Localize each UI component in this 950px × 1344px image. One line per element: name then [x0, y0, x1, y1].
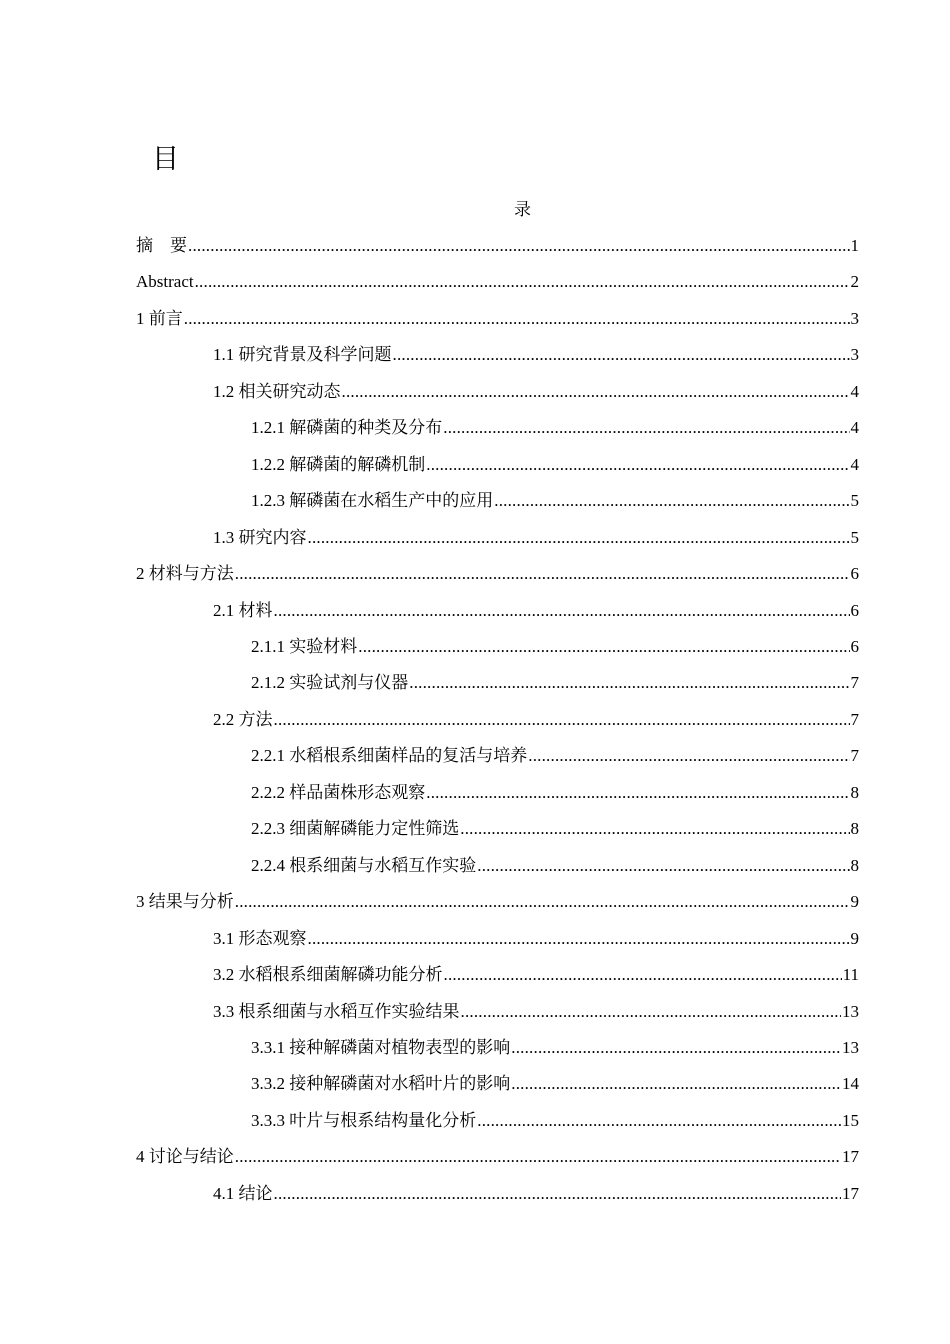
- toc-dot-leader: [188, 235, 850, 257]
- toc-dot-leader: [308, 527, 850, 549]
- toc-entry-page-number: 14: [842, 1074, 859, 1094]
- toc-title-part-2: 录: [514, 200, 531, 220]
- toc-entry[interactable]: [136, 308, 859, 330]
- toc-entry-label: 2.1.2 实验试剂与仪器: [251, 673, 409, 693]
- toc-entry-page-number: 13: [842, 1037, 859, 1057]
- toc-entry-page-number: 5: [850, 527, 859, 547]
- toc-entry-page-number: 17: [842, 1147, 859, 1167]
- toc-entry[interactable]: [251, 855, 859, 877]
- toc-entry-label: 3.3.1 接种解磷菌对植物表型的影响: [251, 1037, 511, 1057]
- toc-entry[interactable]: [213, 381, 859, 403]
- toc-entry-page-number: 6: [850, 637, 859, 656]
- toc-entry-page-number: 1: [850, 236, 859, 255]
- toc-entry-page-number: 17: [842, 1183, 859, 1203]
- toc-entry[interactable]: [213, 1001, 859, 1023]
- toc-entry[interactable]: [136, 271, 859, 293]
- toc-entry-label: 4.1 结论: [213, 1183, 273, 1203]
- toc-entry-page-number: 8: [850, 782, 859, 802]
- toc-dot-leader: [477, 855, 849, 877]
- toc-entry-label: 2.1 材料: [213, 600, 273, 620]
- toc-entry-label: 3.2 水稻根系细菌解磷功能分析: [213, 965, 443, 984]
- toc-entry-label: 1.3 研究内容: [213, 527, 307, 547]
- toc-entry-page-number: 7: [850, 673, 859, 693]
- toc-entry[interactable]: [251, 636, 859, 658]
- toc-entry-label: 3.1 形态观察: [213, 928, 307, 948]
- toc-entry[interactable]: [251, 490, 859, 512]
- toc-entry[interactable]: [251, 745, 859, 767]
- toc-entry[interactable]: [251, 818, 859, 840]
- toc-entry[interactable]: [213, 600, 859, 622]
- toc-entry[interactable]: [136, 563, 859, 585]
- toc-entry-page-number: 2: [850, 272, 859, 292]
- toc-entry-label: 4 讨论与结论: [136, 1147, 234, 1167]
- toc-entry-label: 3 结果与分析: [136, 892, 234, 912]
- toc-dot-leader: [184, 308, 850, 330]
- toc-dot-leader: [443, 417, 849, 439]
- toc-dot-leader: [444, 964, 842, 986]
- toc-dot-leader: [308, 928, 850, 950]
- toc-entry-label: 2.2.1 水稻根系细菌样品的复活与培养: [251, 746, 528, 766]
- toc-dot-leader: [358, 636, 849, 658]
- toc-entry-page-number: 15: [842, 1110, 859, 1130]
- toc-entry-page-number: 6: [850, 564, 859, 583]
- toc-dot-leader: [461, 1001, 842, 1023]
- toc-entry-label: 1.2 相关研究动态: [213, 381, 341, 401]
- toc-entry-label: 1.1 研究背景及科学问题: [213, 345, 392, 365]
- toc-entry[interactable]: [213, 527, 859, 549]
- toc-entry[interactable]: [251, 1037, 859, 1059]
- toc-dot-leader: [477, 1110, 841, 1132]
- toc-entry-page-number: 4: [850, 454, 859, 474]
- toc-dot-leader: [274, 709, 850, 731]
- toc-entry-label: 1 前言: [136, 308, 183, 328]
- toc-dot-leader: [528, 745, 849, 767]
- toc-dot-leader: [274, 600, 850, 622]
- toc-entry[interactable]: [213, 964, 859, 986]
- toc-entry-label: 3.3.3 叶片与根系结构量化分析: [251, 1110, 477, 1130]
- toc-entry-label: 3.3.2 接种解磷菌对水稻叶片的影响: [251, 1074, 511, 1094]
- toc-entry[interactable]: [251, 454, 859, 476]
- toc-entry-label: 2.2.2 样品菌株形态观察: [251, 782, 426, 802]
- toc-entry-page-number: 4: [850, 418, 859, 438]
- toc-entry-page-number: 7: [850, 746, 859, 766]
- toc-entry-label: Abstract: [136, 272, 194, 292]
- toc-dot-leader: [494, 490, 849, 512]
- toc-dot-leader: [393, 344, 850, 366]
- toc-entry-label: 1.2.1 解磷菌的种类及分布: [251, 418, 443, 438]
- toc-dot-leader: [235, 563, 850, 585]
- toc-entry[interactable]: [251, 672, 859, 694]
- toc-entry-label: 2.2.3 细菌解磷能力定性筛选: [251, 819, 460, 839]
- toc-entry[interactable]: [136, 235, 859, 257]
- toc-dot-leader: [511, 1073, 841, 1095]
- toc-dot-leader: [195, 271, 850, 293]
- toc-entry-label: 2.2.4 根系细菌与水稻互作实验: [251, 855, 477, 875]
- toc-dot-leader: [426, 454, 849, 476]
- toc-entry-page-number: 8: [850, 819, 859, 839]
- toc-entry-page-number: 4: [850, 381, 859, 401]
- toc-entry[interactable]: [213, 709, 859, 731]
- toc-entry[interactable]: [251, 782, 859, 804]
- toc-entry-page-number: 13: [842, 1001, 859, 1021]
- toc-dot-leader: [409, 672, 849, 694]
- toc-entry-page-number: 11: [842, 965, 859, 984]
- toc-title-part-1: 目: [152, 144, 179, 175]
- toc-dot-leader: [460, 818, 849, 840]
- toc-dot-leader: [235, 1146, 841, 1168]
- toc-entry-page-number: 9: [850, 892, 859, 912]
- toc-entry-label: 摘 要: [136, 236, 187, 255]
- toc-entry[interactable]: [213, 1183, 859, 1205]
- toc-entry-label: 3.3 根系细菌与水稻互作实验结果: [213, 1001, 460, 1021]
- toc-dot-leader: [235, 891, 850, 913]
- toc-entry-page-number: 5: [850, 491, 859, 511]
- toc-entry[interactable]: [251, 1110, 859, 1132]
- toc-dot-leader: [511, 1037, 841, 1059]
- toc-entry-label: 1.2.2 解磷菌的解磷机制: [251, 454, 426, 474]
- toc-entry-page-number: 8: [850, 855, 859, 875]
- toc-entry-page-number: 7: [850, 709, 859, 729]
- toc-entry-label: 1.2.3 解磷菌在水稻生产中的应用: [251, 491, 494, 511]
- toc-entry-label: 2 材料与方法: [136, 564, 234, 583]
- toc-entry[interactable]: [136, 1146, 859, 1168]
- toc-entry[interactable]: [251, 417, 859, 439]
- toc-entry-page-number: 3: [850, 308, 859, 328]
- toc-entry[interactable]: [136, 891, 859, 913]
- toc-entry[interactable]: [213, 928, 859, 950]
- toc-entry-label: 2.1.1 实验材料: [251, 637, 358, 656]
- toc-entry-label: 2.2 方法: [213, 709, 273, 729]
- toc-dot-leader: [274, 1183, 842, 1205]
- toc-dot-leader: [426, 782, 849, 804]
- toc-entry-page-number: 6: [850, 600, 859, 620]
- toc-entry-page-number: 3: [850, 345, 859, 365]
- toc-entry[interactable]: [251, 1073, 859, 1095]
- toc-entry[interactable]: [213, 344, 859, 366]
- toc-entry-page-number: 9: [850, 928, 859, 948]
- toc-dot-leader: [342, 381, 850, 403]
